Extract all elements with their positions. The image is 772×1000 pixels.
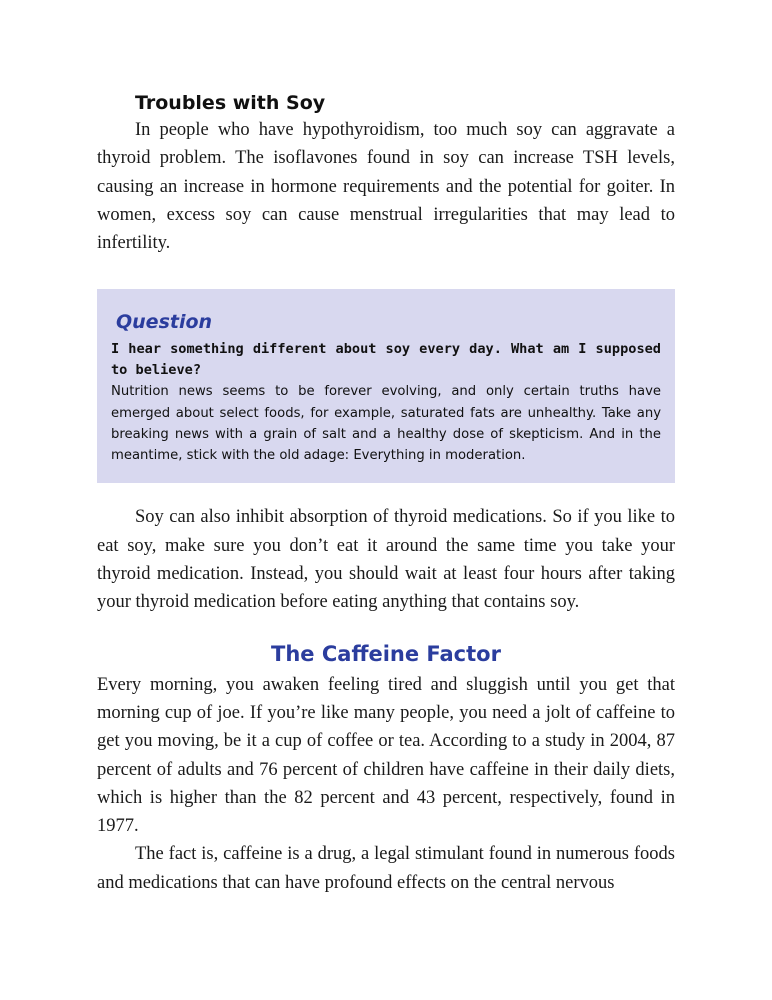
question-sidebar [97,289,675,483]
paragraph-soy-medication: Soy can also inhibit absorption of thyroid medications. So if you like to eat soy, make sure you don’t eat it around the same time you take your thyroid medication. Instead, you should wait at least four hours after taking your thyroid medication before eating anything that contains soy. [97,507,675,613]
section-heading-soy: Troubles with Soy [135,92,326,114]
sidebar-question: I hear something different about soy every day. What am I supposed to believe? [111,341,661,379]
page-content [97,90,675,897]
section-heading-caffeine: The Caffeine Factor [271,641,501,666]
paragraph-caffeine-morning: Every morning, you awaken feeling tired and sluggish until you get that morning cup of joe. If you’re like many people, you need a jolt of caffeine to get you moving, be it a cup of coffee or tea. According to a study in 2004, 87 percent of adults and 76 percent of children have caffeine in their daily diets, which is higher than the 82 percent and 43 percent, respectively, found in 1977. [97,674,675,837]
sidebar-answer: Nutrition news seems to be forever evolving, and only certain truths have emerged about select foods, for example, saturated fats are unhealthy. Take any breaking news with a grain of salt and a healthy dose of skepticism. And in the meantime, stick with the old adage: Everything in moderation. [111,384,661,464]
paragraph-caffeine-drug: The fact is, caffeine is a drug, a legal stimulant found in numerous foods and medications that can have profound effects on the central nervous [97,844,675,893]
paragraph-soy-hypothyroidism: In people who have hypothyroidism, too much soy can aggravate a thyroid problem. The isoflavones found in soy can increase TSH levels, causing an increase in hormone requirements and the potential for goiter. In women, excess soy can cause menstrual irregularities that may lead to infertility. [97,120,675,254]
sidebar-title: Question [116,311,213,334]
